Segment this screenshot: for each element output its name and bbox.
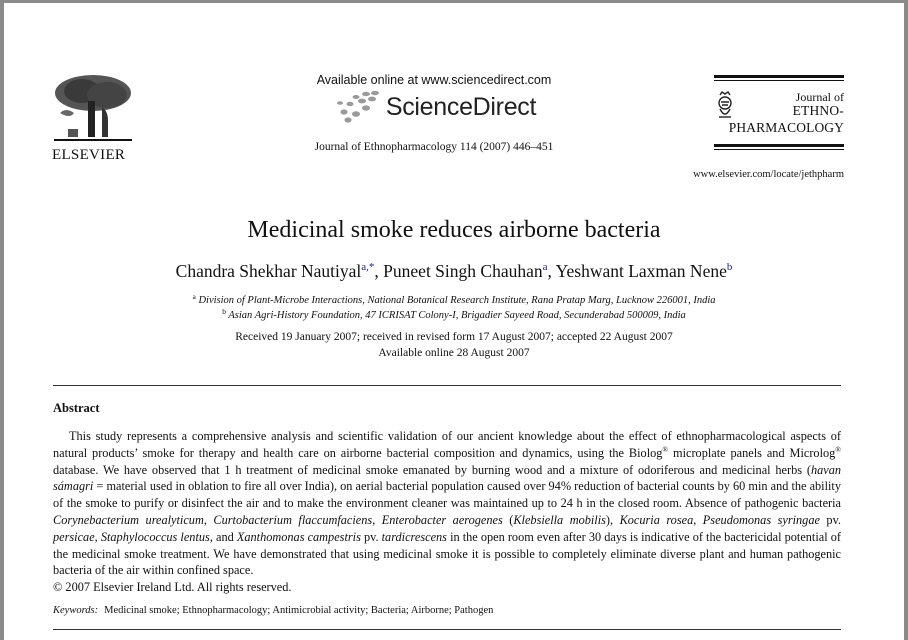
journal-logo-line1: Journal of	[795, 90, 844, 104]
elsevier-tree-icon	[52, 73, 134, 145]
journal-logo-top-rule-thin	[714, 80, 844, 81]
keywords	[53, 605, 493, 616]
affiliation-marker: b	[222, 307, 226, 316]
affiliation-item	[4, 293, 904, 308]
journal-emblem-icon	[714, 91, 736, 121]
abstract-heading: Abstract	[53, 401, 100, 415]
article-dates	[4, 329, 904, 361]
affiliations	[4, 293, 904, 323]
available-online-date: Available online 28 August 2007	[378, 347, 530, 359]
sciencedirect-header	[274, 73, 594, 153]
author-separator: ,	[374, 261, 384, 281]
pdf-page	[4, 3, 904, 640]
journal-logo-line3: PHARMACOLOGY	[728, 120, 844, 135]
sciencedirect-dots-icon	[332, 91, 382, 123]
author-affiliation-link[interactable]: a,*	[361, 261, 375, 273]
journal-logo	[714, 75, 844, 150]
journal-logo-bottom-rule	[714, 144, 844, 147]
abstract-paragraph: This study represents a comprehensive analysis and scientific validation of our ancient knowledge about the effect of ethnopharmacological aspects of natural products’ smoke for therapy and health care on airborne bacterial composition and dynamics, using the Biolog® microplate panels and Microlog® database. We have observed that 1 h treatment of medicinal smoke emanated by burning wood and a mixture of odoriferous and medicinal herbs (havan sámagri = material used in oblation to fire all over India), on aerial bacterial population caused over 94% reduction of bacterial counts by 60 min and the ability of the smoke to purify or disinfect the air and to make the environment cleaner was maintained up to 24 h in the closed room. Absence of pathogenic bacteria Corynebacterium urealyticum, Curtobacterium flaccumfaciens, Enterobacter aerogenes (Klebsiella mobilis), Kocuria rosea, Pseudomonas syringae pv. persicae, Staphylococcus lentus, and Xanthomonas campestris pv. tardicrescens in the open room even after 30 days is indicative of the bactericidal potential of the medicinal smoke treatment. We have demonstrated that using medicinal smoke it is possible to completely eliminate diverse plant and human pathogenic bacteria of the air within confined space.	[53, 429, 841, 578]
abstract-top-rule	[53, 385, 841, 386]
affiliation-text: Division of Plant-Microbe Interactions, National Botanical Research Institute, Rana Pratap Marg, Lucknow 226001, India	[198, 295, 716, 306]
copyright-notice: © 2007 Elsevier Ireland Ltd. All rights reserved.	[53, 580, 292, 595]
sciencedirect-logo	[274, 91, 594, 123]
abstract-bottom-rule	[53, 629, 841, 630]
journal-reference: Journal of Ethnopharmacology 114 (2007) 446–451	[314, 141, 554, 153]
journal-url-link[interactable]: www.elsevier.com/locate/jethpharm	[693, 169, 844, 180]
sciencedirect-wordmark: ScienceDirect	[385, 92, 537, 121]
journal-logo-bottom-rule-thin	[714, 149, 844, 150]
author-affiliation-link[interactable]: b	[726, 261, 733, 273]
affiliation-text: Asian Agri-History Foundation, 47 ICRISAT Colony-I, Brigadier Sayeed Road, Secunderabad 500009, India	[228, 310, 686, 321]
author-affiliation-link[interactable]: a	[542, 261, 548, 273]
elsevier-wordmark: ELSEVIER	[52, 147, 126, 163]
article-title: Medicinal smoke reduces airborne bacteria	[247, 217, 661, 243]
available-online-text: Available online at www.sciencedirect.com	[316, 73, 552, 87]
elsevier-logo	[52, 73, 142, 164]
author-name: Yeshwant Laxman Nene	[555, 261, 727, 281]
affiliation-item	[4, 308, 904, 323]
abstract-body	[53, 428, 841, 596]
author-name: Puneet Singh Chauhan	[383, 261, 543, 281]
keywords-list: Medicinal smoke; Ethnopharmacology; Antimicrobial activity; Bacteria; Airborne; Pathogen	[104, 605, 494, 616]
article-history: Received 19 January 2007; received in revised form 17 August 2007; accepted 22 August 2007	[235, 331, 673, 343]
author-name: Chandra Shekhar Nautiyal	[175, 261, 362, 281]
author-list	[4, 261, 904, 282]
journal-logo-top-rule	[714, 75, 844, 78]
author-separator: ,	[547, 261, 556, 281]
journal-logo-line2: ETHNO-	[792, 103, 844, 118]
keywords-label: Keywords:	[53, 605, 99, 616]
affiliation-marker: a	[192, 292, 196, 301]
